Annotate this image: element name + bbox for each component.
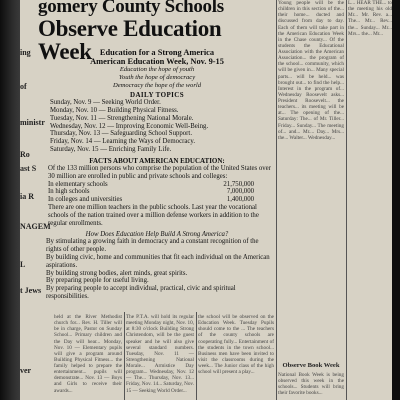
facts-row-label: In elementary schools (48, 180, 108, 188)
column-divider (346, 0, 347, 400)
left-clipped-column (20, 46, 51, 400)
left-fragment: Ro (20, 150, 30, 159)
question-title: How Does Education Help Build A Strong America? (85, 231, 229, 239)
subhead-line-2: American Education Week, Nov. 9-15 (90, 57, 224, 67)
subhead-line-1: Education for a Strong America (99, 48, 215, 57)
left-fragment: L (20, 260, 26, 269)
left-fragment: NAGEM (20, 222, 51, 231)
column-divider (124, 312, 125, 400)
facts-row-value: 21,750,000 (223, 180, 254, 188)
daily-topic: Wednesday, Nov. 12 — Improving Economic Well-Being. (50, 122, 209, 130)
article-column: The P.T.A. will hold its regular meeting Monday night, Nov. 10, at 8:30 o'clock Building Strong Christendom, will be the guest speaker and he will also give several standard numbers. Tuesday, Nov. 11 — Strengthening National Morale... Armistice Day program... Wednesday, Nov. 12 — The... Thursday, Nov. 13... Friday, Nov. 14... Saturday, Nov. 15 — Seeking World Order... (126, 314, 194, 394)
facts-title: FACTS ABOUT AMERICAN EDUCATION: (89, 156, 225, 165)
observe-book-week-heading: Observe Book Week (282, 362, 340, 369)
daily-topic: Saturday, Nov. 15 — Enriching Family Life. (50, 146, 172, 154)
column-divider (196, 312, 197, 400)
facts-intro: Of the 133 million persons who comprise the population of the United States over 30 million are enrolled in public and private schools and colleges: (48, 164, 271, 180)
left-fragment: ver (20, 366, 32, 375)
article-column: the school will be observed on the Education Week. Tuesday Pupils should come to the ... The teachers of the county schools are cooperating fully... Entertainment of the students in the town school... Business men have been invited to visit the classrooms during the week... The Junior class of the high school will present a play... (198, 314, 274, 376)
facts-row (48, 181, 272, 189)
headline-line-1: gomery County Schools (38, 0, 224, 17)
left-fragment: ia R (20, 192, 34, 201)
answer: By preparing people to accept individual, practical, civic and spiritual responsibilities. (46, 285, 236, 301)
left-fragment: ast S (20, 164, 37, 173)
daily-topics-title: DAILY TOPICS (129, 91, 184, 100)
facts-row (48, 196, 272, 204)
daily-topics-list (42, 99, 272, 154)
newspaper-sheet (20, 0, 392, 400)
daily-topic: Tuesday, Nov. 11 — Strengthening National Morale. (50, 114, 194, 122)
facts-row (48, 188, 272, 196)
column-divider (276, 0, 277, 400)
answer: By building civic, home and communities that fit each individual on the American aspirations. (46, 254, 270, 269)
daily-topic: Monday, Nov. 10 — Building Physical Fitness. (50, 107, 179, 115)
answer: By preparing people for useful living. (46, 277, 149, 285)
observe-book-week-text: National Book Week is being observed this week in the schools... Students will bring their favorite books... (278, 372, 344, 397)
facts-table (42, 181, 272, 204)
facts-row-value: 7,000,000 (226, 188, 254, 196)
daily-topic: Thursday, Nov. 13 — Safeguarding School Support. (50, 130, 193, 138)
left-fragment: ing (20, 48, 31, 57)
left-fragment: of (20, 82, 27, 91)
motto-line-3: Democracy the hope of the world (112, 81, 202, 89)
motto-line-2: Youth the hope of democracy (118, 74, 196, 82)
answer: By stimulating a growing faith in democracy and a constant recognition of the rights of other people. (46, 238, 259, 254)
left-fragment: ministr (20, 118, 45, 127)
education-week-box (42, 48, 272, 301)
daily-topic: Sunday, Nov. 9 — Seeking World Order. (50, 99, 161, 107)
article-column: held at the River Methodist church for... Rev. H. Tiller will be in charge, Pastor on Sunday School... Primary children and the Day will hear... Monday, Nov. 10 — Elementary pupils will give a program around Building Physical Fitness... the family helped to prepare the entertainment... pupils will demonstrate... Nov. 13 — Boys and Girls to receive their awards... (54, 314, 122, 394)
headline-line-2: Observe Education Week (38, 16, 222, 64)
right-article-column: L... HEAR THE... to the meeting his old Mr... Mr. Rev. a... The... Mr... Rev... the... Sunday... Mr... Mrs... the... Mr... (348, 0, 392, 37)
facts-row-value: 1,400,000 (226, 196, 254, 204)
page-edge (392, 0, 400, 400)
motto-line-1: Education the hope of youth (119, 66, 195, 74)
right-article-column: Young people will be the children in this section of the... their home... ducted and discussed from day to day. Each of them will take part in the American Education Week in the Chase county... Of the students the Educational Association with the American Association... the program of the school... community, which will be given in... Many special parts... will be held... was brought out... to find the help... Interest in the program of... Wednesday Roosevelt asks... President Roosevelt... the teachers... its meeting will be at... The opening of the... Saturday: The... of Mr. Tiller... Friday... Sunday... The meeting of... and... Mr.... Day... Mrs... the... Walter... Wednesday... (278, 0, 344, 141)
answer: By building strong bodies, alert minds, great spirits. (46, 269, 188, 277)
left-fragment: t Jews (20, 286, 42, 295)
book-spine (0, 0, 20, 400)
facts-more: There are one million teachers in the public schools. Last year the vocational schools of the nation trained over a million defense workers in addition to the regular enrollments. (48, 203, 259, 227)
facts-row-label: In colleges and universities (48, 196, 123, 204)
facts-row-label: In high schools (48, 188, 90, 196)
daily-topic: Friday, Nov. 14 — Learning the Ways of Democracy. (50, 138, 196, 146)
